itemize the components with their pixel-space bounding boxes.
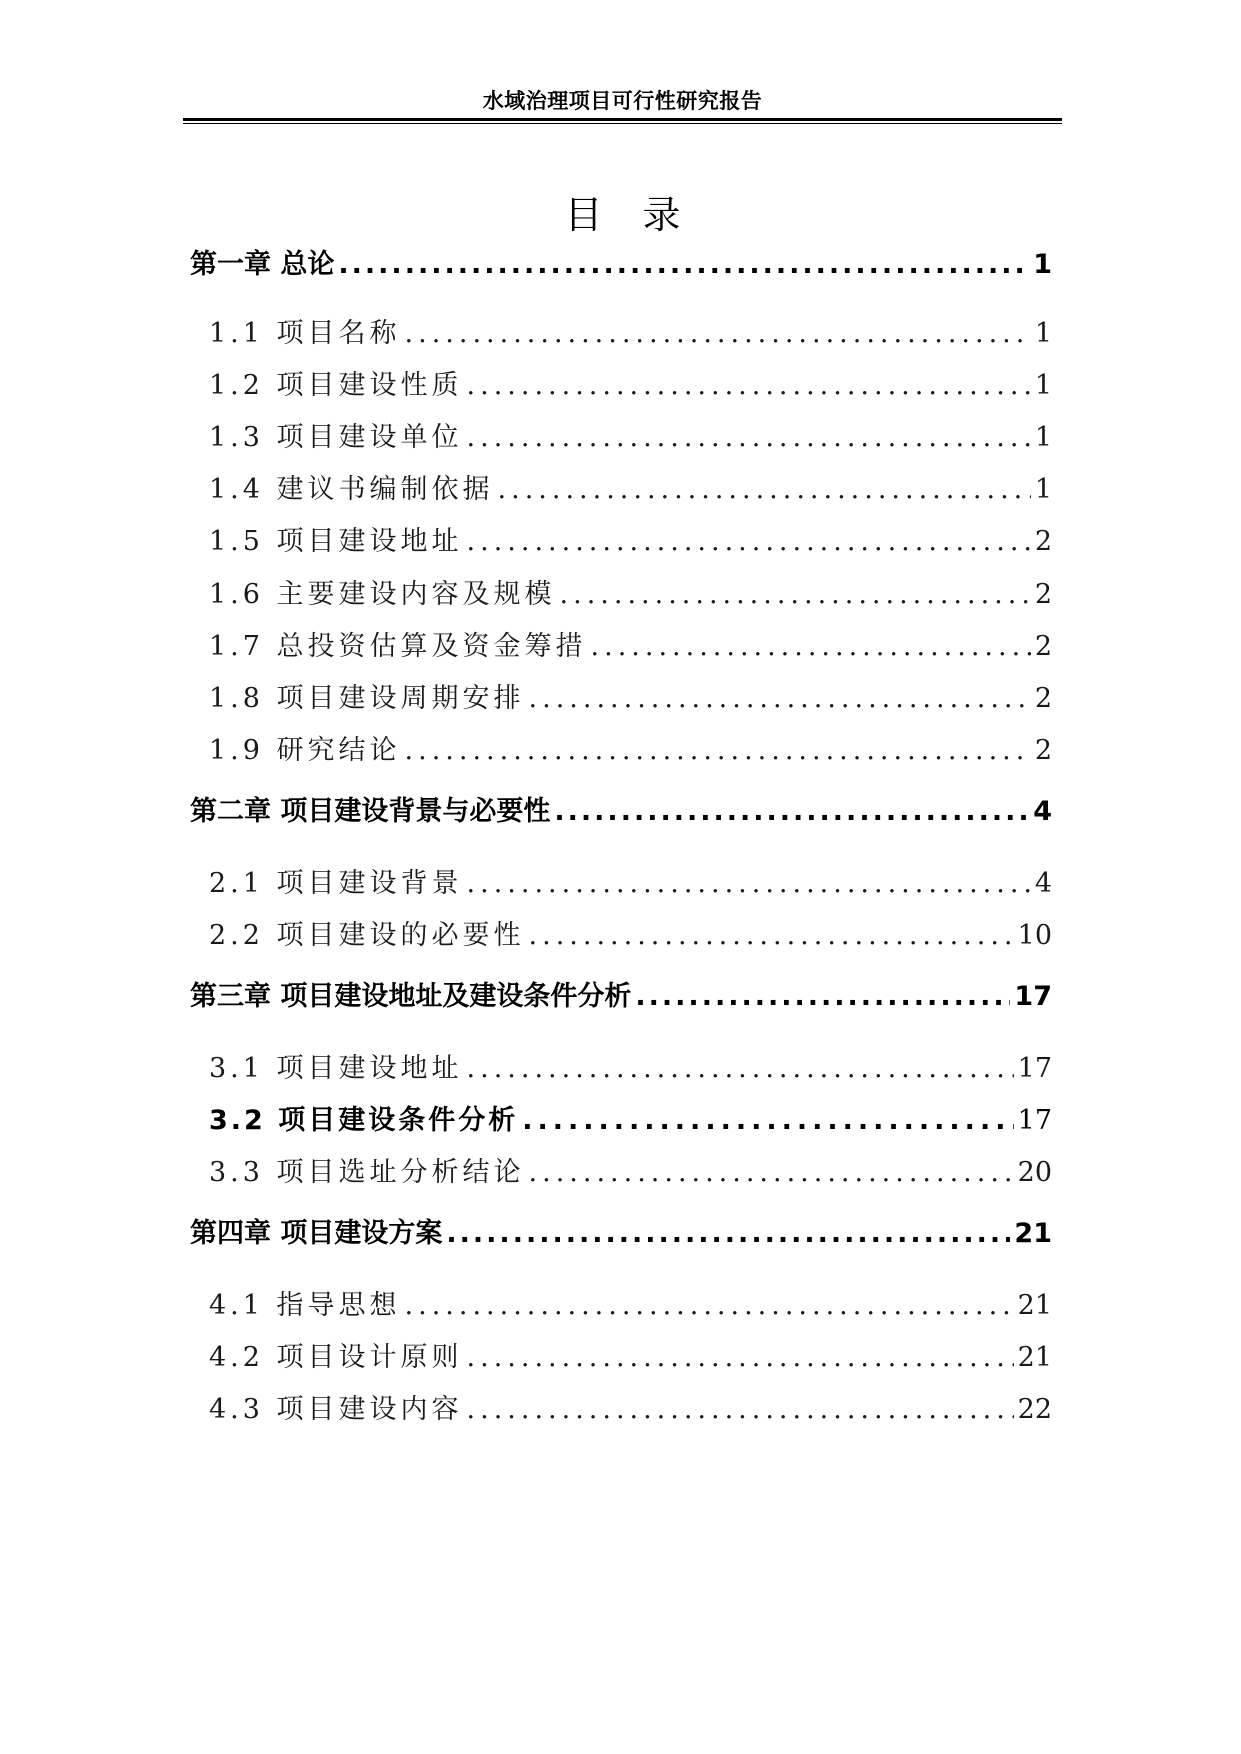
toc-entry-label: 1.6 主要建设内容及规模: [209, 579, 556, 610]
toc-entry-label: 第三章 项目建设地址及建设条件分析: [190, 981, 632, 1012]
toc-entry-4-2[interactable]: [209, 1338, 1052, 1378]
dot-leader: [446, 1214, 1010, 1254]
toc-entry-2-1[interactable]: [209, 864, 1052, 904]
dot-leader: [405, 1286, 1014, 1326]
header-rule-thin: [183, 123, 1062, 124]
toc-entry-label: 1.5 项目建设地址: [209, 526, 463, 557]
dot-leader: [529, 679, 1031, 719]
dot-leader: [405, 731, 1031, 771]
toc-entry-label: 第二章 项目建设背景与必要性: [190, 796, 551, 827]
toc-entry-1-8[interactable]: [209, 679, 1052, 719]
toc-entry-page: 2: [1034, 683, 1052, 714]
toc-entry-label: 3.1 项目建设地址: [209, 1053, 463, 1084]
toc-entry-page: 4: [1033, 796, 1052, 827]
toc-entry-page: 1: [1033, 249, 1052, 280]
toc-entry-page: 4: [1034, 868, 1052, 899]
toc-entry-label: 3.2 项目建设条件分析: [209, 1105, 519, 1136]
dot-leader: [560, 575, 1031, 615]
header-double-rule: [183, 118, 1062, 125]
dot-leader: [338, 245, 1029, 285]
toc-entry-label: 4.1 指导思想: [209, 1290, 401, 1321]
toc-entry-page: 2: [1034, 735, 1052, 766]
toc-entry-1-2[interactable]: [209, 366, 1052, 406]
toc-entry-4-3[interactable]: [209, 1390, 1052, 1430]
dot-leader: [498, 470, 1031, 510]
dot-leader: [467, 1390, 1014, 1430]
toc-title: 目录: [564, 193, 721, 237]
toc-entry-chapter-4[interactable]: [190, 1214, 1052, 1254]
toc-entry-page: 2: [1034, 526, 1052, 557]
toc-entry-1-6[interactable]: [209, 575, 1052, 615]
dot-leader: [467, 418, 1031, 458]
toc-entry-page: 1: [1034, 318, 1052, 349]
dot-leader: [529, 1153, 1014, 1193]
toc-entry-1-1[interactable]: [209, 314, 1052, 354]
toc-entry-2-2[interactable]: [209, 916, 1052, 956]
toc-entry-label: 1.8 项目建设周期安排: [209, 683, 525, 714]
toc-entry-page: 10: [1017, 920, 1052, 951]
toc-entry-label: 1.7 总投资估算及资金筹措: [209, 631, 587, 662]
toc-entry-page: 17: [1017, 1105, 1052, 1136]
toc-entry-label: 3.3 项目选址分析结论: [209, 1157, 525, 1188]
toc-entry-page: 17: [1017, 1053, 1052, 1084]
toc-entry-page: 22: [1017, 1394, 1052, 1425]
toc-entry-page: 21: [1017, 1290, 1052, 1321]
toc-entry-1-7[interactable]: [209, 627, 1052, 667]
dot-leader: [467, 864, 1031, 904]
dot-leader: [591, 627, 1031, 667]
toc-entry-page: 21: [1014, 1218, 1052, 1249]
toc-entry-page: 1: [1034, 474, 1052, 505]
toc-entry-label: 1.3 项目建设单位: [209, 422, 463, 453]
toc-entry-page: 20: [1017, 1157, 1052, 1188]
toc-entry-label: 4.3 项目建设内容: [209, 1394, 463, 1425]
toc-entry-3-3[interactable]: [209, 1153, 1052, 1193]
dot-leader: [554, 792, 1029, 832]
toc-entry-label: 2.1 项目建设背景: [209, 868, 463, 899]
toc-entry-label: 2.2 项目建设的必要性: [209, 920, 525, 951]
toc-entry-label: 第四章 项目建设方案: [190, 1218, 443, 1249]
toc-entry-label: 1.1 项目名称: [209, 318, 401, 349]
toc-entry-3-1[interactable]: [209, 1049, 1052, 1089]
toc-entry-label: 第一章 总论: [190, 249, 335, 280]
dot-leader: [522, 1101, 1013, 1141]
toc-entry-1-5[interactable]: [209, 522, 1052, 562]
dot-leader: [467, 1338, 1014, 1378]
dot-leader: [467, 1049, 1014, 1089]
toc-entry-page: 2: [1034, 579, 1052, 610]
toc-entry-page: 21: [1017, 1342, 1052, 1373]
toc-entry-3-2[interactable]: [209, 1101, 1052, 1141]
dot-leader: [529, 916, 1014, 956]
toc-entry-label: 1.4 建议书编制依据: [209, 474, 494, 505]
dot-leader: [467, 522, 1031, 562]
toc-entry-page: 17: [1014, 981, 1052, 1012]
toc-entry-page: 1: [1034, 422, 1052, 453]
toc-entry-4-1[interactable]: [209, 1286, 1052, 1326]
toc-entry-1-4[interactable]: [209, 470, 1052, 510]
toc-entry-chapter-1[interactable]: [190, 245, 1052, 285]
toc-entry-chapter-3[interactable]: [190, 977, 1052, 1017]
toc-entry-page: 1: [1034, 370, 1052, 401]
running-header: 水域治理项目可行性研究报告: [482, 89, 763, 113]
toc-entry-label: 1.2 项目建设性质: [209, 370, 463, 401]
toc-entry-label: 4.2 项目设计原则: [209, 1342, 463, 1373]
dot-leader: [467, 366, 1031, 406]
toc-entry-chapter-2[interactable]: [190, 792, 1052, 832]
toc-entry-1-3[interactable]: [209, 418, 1052, 458]
toc-entry-page: 2: [1034, 631, 1052, 662]
toc-entry-1-9[interactable]: [209, 731, 1052, 771]
header-rule-thick: [183, 118, 1062, 121]
dot-leader: [405, 314, 1031, 354]
toc-entry-label: 1.9 研究结论: [209, 735, 401, 766]
dot-leader: [635, 977, 1010, 1017]
